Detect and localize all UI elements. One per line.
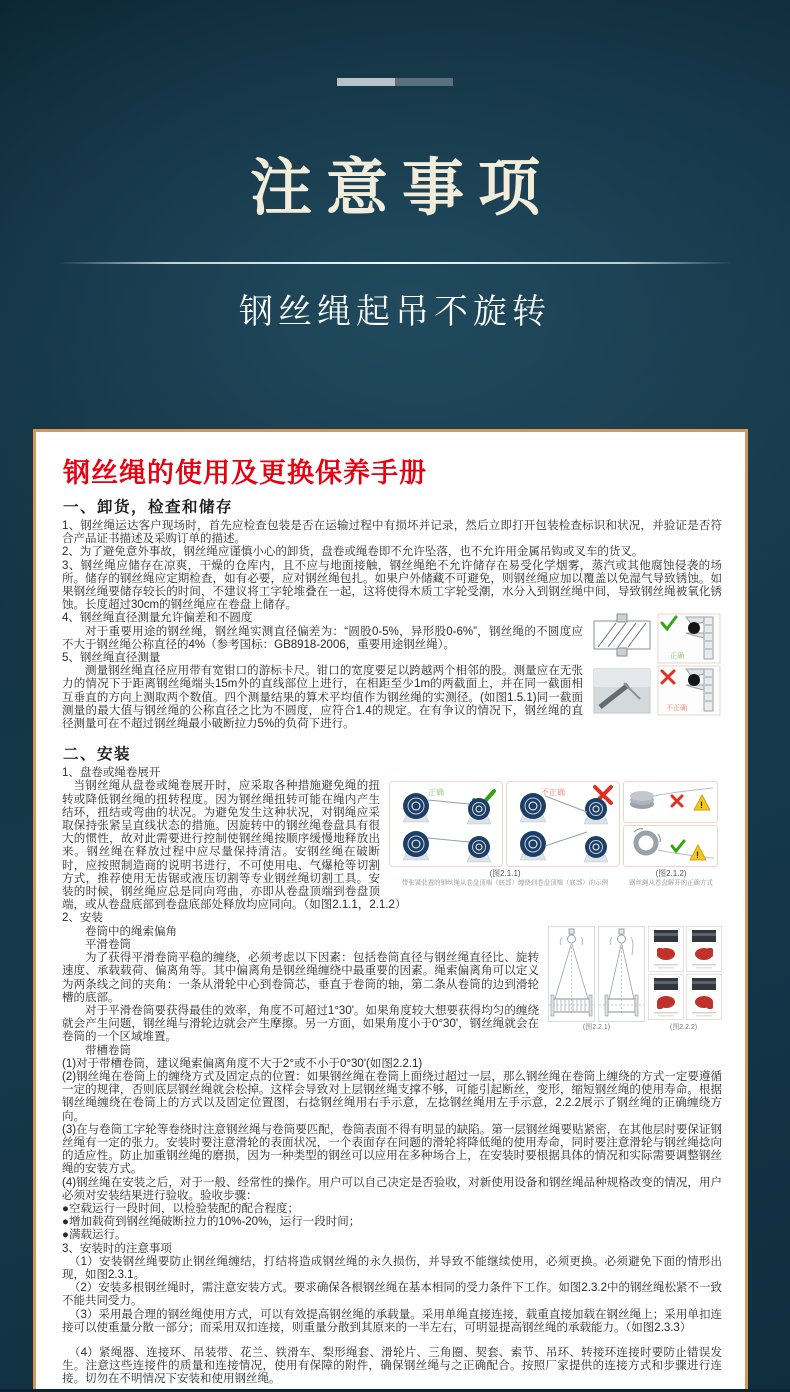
figure-caption: (图2.2.1) — [582, 1023, 611, 1031]
paragraph-diameter-measure-heading: 5、钢丝绳直径测量 — [62, 652, 161, 665]
rope-line — [654, 788, 713, 796]
paragraph-diameter-measure: 测量钢丝绳直径应用带有宽钳口的游标卡尺。钳口的宽度要足以跨越两个相邻的股。测量应在无张力的情况下于距离钢丝绳端头15m外的直线部位上进行，在相距至少1m的两截面上，并在同一截面相互垂直的方向上测取两个数值。四个测量结果的算术平均值作为钢丝绳的实测径。(如图1.5.1)同一截面测量的最大值与钢丝绳的公称直径之比为不圆度，应符合1.4的规定。在有争议的情况下，钢丝绳的直径测量可在不超过钢丝绳最小破断拉力5%的负荷下进行。 — [62, 665, 583, 731]
paragraph-diameter-tolerance: 对于重要用途的钢丝绳，钢丝绳实测直径偏差为：“圆股0-5%，异形股0-6%”，钢丝绳的不圆度应不大于钢丝绳公称直径的4%（参考国标：GB8918-2006，重要用途钢丝绳）。 — [62, 625, 583, 651]
cross-icon — [672, 796, 682, 806]
deco-bar-dark — [395, 78, 453, 86]
paragraph-note-1: （1）安装钢丝绳要防止钢丝绳缠结，打结将造成钢丝绳的永久损伤，并导致不能继续使用，必须更换。必须避免下面的情形出现，如图2.3.1。 — [62, 1255, 722, 1281]
caliper-correct-icon — [658, 614, 720, 663]
rope-cross-section-diagram — [594, 614, 650, 656]
paragraph-fleet-angle-title: 卷筒中的绳索偏角 — [85, 925, 177, 938]
reel-icon — [467, 836, 491, 862]
figure-caption: (图2.1.2) — [655, 869, 687, 879]
hand-icon — [657, 996, 675, 1009]
fleet-angle-diagram-smooth — [598, 926, 645, 1022]
paragraph-grooved-drum-title: 带槽卷筒 — [85, 1044, 131, 1057]
reel-icon — [403, 831, 429, 860]
paragraph-install-heading: 2、安装 — [62, 912, 103, 925]
banner-title: 注意事项 — [249, 154, 554, 223]
rope-ring-icon — [636, 833, 656, 853]
reel-icon — [403, 793, 429, 822]
reel-icon — [467, 798, 491, 824]
paragraph-unreel-heading: 1、盘卷或绳卷展开 — [62, 767, 161, 780]
svg-text:!: ! — [700, 800, 703, 811]
paragraph-note-3: （3）采用最合理的钢丝绳使用方式，可以有效提高钢丝绳的承载量。采用单绳直接连接，载重直接加载在钢丝绳上；采用单扣连接可以使重量分散一部分；而采用双扣连接，则重量分散到其原来的一半左右，可明显提高钢丝绳的承载能力。（如图2.3.3） — [62, 1308, 722, 1334]
paragraph-note-2: （2）安装多根钢丝绳时，需注意安装方式。要求确保各根钢丝绳在基本相同的受力条件下工作。如图2.3.2中的钢丝绳松紧不一致不能共同受力。 — [62, 1282, 722, 1308]
paragraph-grooved-2: (2)钢丝绳在卷筒上的缠绕方式及固定点的位置：如果钢丝绳在卷筒上面绕过超过一层，那么钢丝绳在卷筒上缠绕的方式一定要遵循一定的规律，否则底层钢丝绳就会松掉。这样会导致对上层钢丝绳支撑不够，可能引起断丝，变形，缩短钢丝绳的使用寿命。根据钢丝绳缠绕在卷筒上的方式以及固定位置图，右捻钢丝绳用右手示意，左捻钢丝绳用左手示意，2.2.2展示了钢丝绳的正确缠绕方向。 — [62, 1070, 722, 1123]
rope-line — [658, 850, 714, 861]
blank-line — [62, 1335, 722, 1347]
deco-bar-light — [337, 78, 395, 86]
section1-heading: 一、卸货，检查和储存 — [63, 499, 234, 516]
winding-direction-grid — [648, 926, 722, 1020]
figure-note: 带张紧装置的钢丝绳从卷盘顶端（底部）缠绕到卷盘顶端（底部）的示例 — [401, 880, 609, 887]
winding-direction-cell — [686, 974, 722, 1020]
reel-icon — [584, 836, 608, 862]
ring-correct-panel — [623, 825, 718, 867]
rope-line — [428, 838, 469, 842]
figure-caption: (图2.1.1) — [489, 869, 521, 879]
paragraph-grooved-3: (3)在与卷筒工字轮等卷绕时注意钢丝绳与卷筒要匹配，卷筒表面不得有明显的缺陷。第一层钢丝绳要贴紧密，在其他层时要保证钢丝绳有一定的张力。安装时要注意滑轮的表面状况，一个表面存在问题的滑轮将降低绳的使用寿命，同时要注意滑轮与钢丝绳捻向的适应性。防止加重钢丝绳的磨损，因为一种类型的钢丝可以应用在多种场合上，在安装时要根据具体的情况和实际需要调整钢丝绳的安装方式。 — [62, 1123, 722, 1176]
figure-fleet-angle — [548, 926, 722, 1032]
hand-icon — [695, 996, 713, 1009]
rope-line — [545, 832, 587, 846]
paragraph-smooth-drum-1: 为了获得平滑卷筒平稳的缠绕，必须考虑以下因素：包括卷筒直径与钢丝绳直径比、旋转速度、承载载荷、偏离角等。其中偏离角是钢丝绳缠绕中最重要的因素。绳索偏离角可以定义为两条线之间的夹角：一条从滑轮中心到卷筒芯，垂直于卷筒的轴，第二条从卷筒的边到滑轮槽的底部。 — [62, 952, 539, 1004]
paragraph-diameter-tolerance-heading: 4、钢丝绳直径测量允许偏差和不圆度 — [62, 612, 253, 625]
unwind-incorrect-panel — [506, 781, 620, 867]
paragraph-grooved-4: (4)钢丝绳在安装之后，对于一般、经常性的操作。用户可以自己决定是否验收，对新使用设备和钢丝绳品种规格改变的情况，用户必须对安装结果进行验收。验收步骤： — [62, 1176, 722, 1202]
incorrect-label: 不正确 — [541, 788, 565, 798]
paragraph-unloading-3: 3、钢丝绳应储存在凉爽，干燥的仓库内，且不应与地面接触，钢丝绳绝不允许储存在易受化学烟雾，蒸汽或其他腐蚀侵袭的场所。储存的钢丝绳应定期检查，如有必要，应对钢丝绳包扎。如果户外储藏不可避免，则钢丝绳应加以覆盖以免湿气导致锈蚀。如果钢丝绳要储存较长的时间，不建议将工字轮堆叠在一起，这将使得木质工字轮受潮，水分入到钢丝绳中间，导致钢丝绳被氧化锈蚀。长度超过30cm的钢丝绳应在卷盘上储存。 — [62, 559, 722, 612]
rope-line — [428, 800, 469, 804]
paragraph-note-4: （4）紧绳器、连接环、吊装带、花兰、铁滑车、梨形绳套、滑轮片、三角圈、契套、索节、吊环、转接环连接时要防止错误发生。注意这些连接件的质量和连接情况，使用有保障的附件，确保钢丝绳与之正确配合。按照厂家提供的连接方式和步骤进行连接。切勿在不明情况下安装和使用钢丝绳。 — [62, 1346, 722, 1386]
correct-label: 正确 — [670, 653, 684, 661]
caliper-incorrect-icon — [658, 666, 720, 715]
warning-icon — [694, 795, 710, 810]
fleet-angle-diagram-grooved — [548, 926, 595, 1022]
coil-wrong-panel — [623, 781, 718, 823]
reel-icon — [520, 831, 546, 860]
correct-label: 正确 — [428, 788, 444, 798]
winding-direction-cell — [648, 974, 684, 1020]
paragraph-unloading-2: 2、为了避免意外事故，钢丝绳应谨慎小心的卸货，盘卷或绳卷即不允许坠落，也不允许用金属吊钩或叉车的货叉。 — [62, 546, 644, 559]
banner-subtitle: 钢丝绳起吊不旋转 — [239, 293, 551, 331]
paragraph-smooth-drum-title: 平滑卷筒 — [85, 938, 131, 951]
figure-note: 钢丝绳从卷盘解开的正确方式 — [629, 880, 713, 887]
rope-section-dot — [688, 622, 700, 634]
paragraph-unreel-body: 当钢丝绳从盘卷或绳卷展开时，应采取各种措施避免绳的扭转或降低钢丝绳的扭转程度。因为钢丝绳扭转可能在绳内产生结环，扭结或弯曲的状况。为避免发生这种状况，对钢绳应采取保持张紧呈直线状态的措施。因旋转中的钢丝绳卷盘具有很大的惯性，故对此需要进行控制使钢丝绳按顺序缓慢地释放出来。钢丝绳在释放过程中应尽量保持清洁。安钢丝绳在破断时，应按照制造商的说明书进行，不可使用电、气爆枪等切割方式，推荐使用无齿锯或液压切割等专业钢丝绳切割工具。安装的时候，钢丝绳应总是同向弯曲，亦即从卷盘顶端到卷盘顶端，或从卷盘底部到卷盘底部处释放均应同向。（如图2.1.1，2.1.2） — [62, 780, 407, 912]
incorrect-label: 不正确 — [666, 705, 687, 713]
divider-line — [58, 262, 732, 264]
figure-caliper-measurement — [592, 613, 722, 716]
winding-direction-cell — [686, 926, 722, 972]
paragraph-smooth-drum-2: 对于平滑卷筒要获得最佳的效率，角度不可超过1°30'。如果角度较大想要获得均匀的缠绕就会产生问题，钢丝绳与滑轮边就会产生摩擦。另一方面，如果角度小于0°30'，钢丝绳就会在卷筒的一个区域堆置。 — [62, 1004, 539, 1044]
hand-icon — [695, 948, 713, 960]
rope-line — [545, 796, 587, 812]
paragraph-unloading-1: 1、钢丝绳运达客户现场时，首先应检查包装是否在运输过程中有损坏并记录，然后立即打开包装检查标识和状况，并验证是否符合产品证书描述及采购订单的描述。 — [62, 520, 722, 546]
svg-text:!: ! — [696, 850, 699, 861]
bullet-item: ●增加载荷到钢丝绳破断拉力的10%-20%，运行一段时间； — [62, 1216, 361, 1229]
paragraph-install-notes-heading: 3、安装时的注意事项 — [62, 1242, 172, 1255]
unwind-correct-panel — [389, 781, 503, 867]
figure-caption: (图2.2.2) — [669, 1023, 698, 1031]
figure-reel-unwinding — [389, 781, 722, 888]
reel-icon — [584, 798, 608, 824]
winding-direction-cell — [648, 926, 684, 972]
rope-section-dot — [688, 674, 700, 686]
hand-icon — [657, 948, 675, 960]
section2-heading: 二、安装 — [63, 746, 132, 764]
doc-title: 钢丝绳的使用及更换保养手册 — [63, 458, 427, 488]
caliper-photo — [594, 669, 650, 713]
warning-icon — [690, 845, 706, 860]
bullet-item: ●满载运行。 — [62, 1229, 127, 1242]
check-icon — [672, 841, 684, 851]
deco-bars — [0, 78, 790, 86]
paragraph-grooved-1: (1)对于带槽卷筒，建议绳索偏离角度不大于2°或不小于0°30'(如图2.2.1) — [62, 1057, 423, 1070]
bullet-item: ●空载运行一段时间，以检验装配的配合程度； — [62, 1202, 299, 1215]
manual-content — [36, 432, 745, 1387]
reel-icon — [520, 793, 546, 822]
manual-page — [33, 429, 748, 1392]
